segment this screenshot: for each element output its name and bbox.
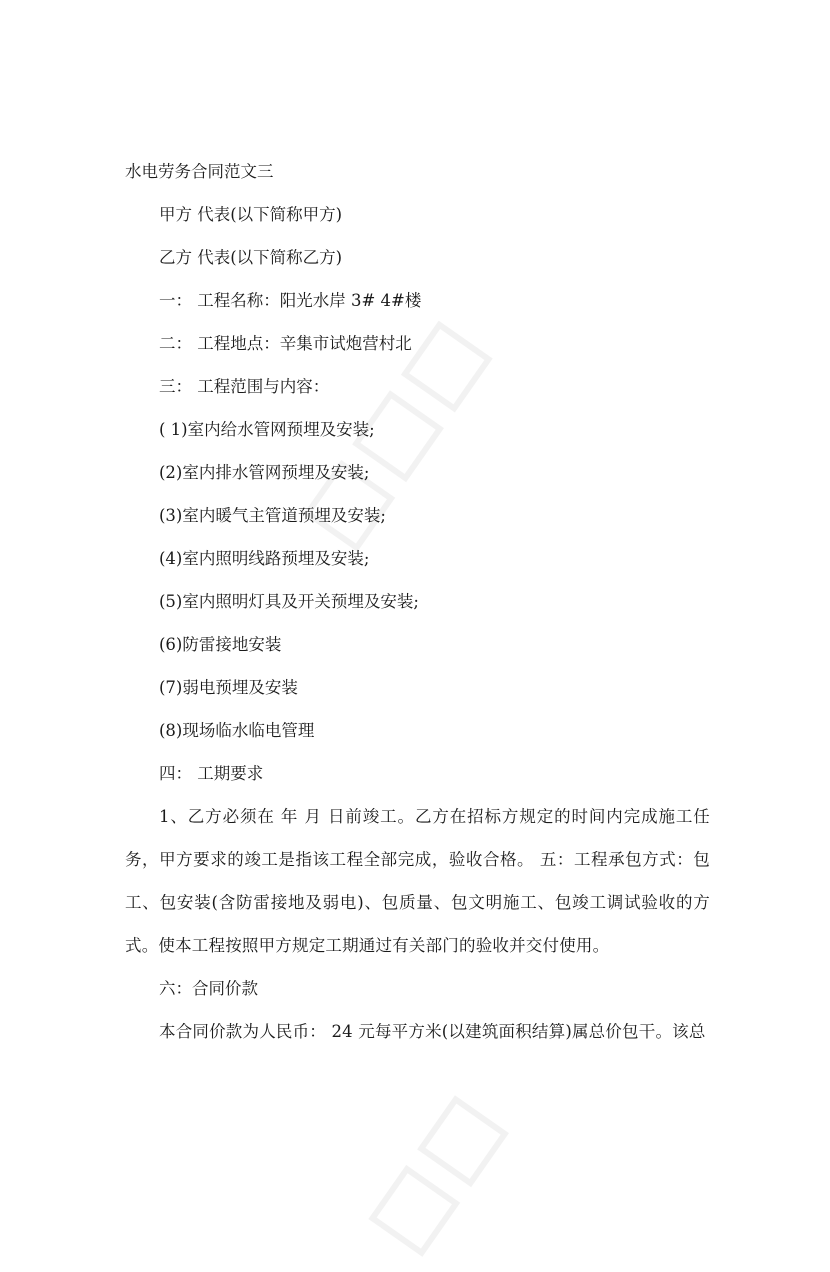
scope-item-2: (2)室内排水管网预埋及安装; (159, 463, 370, 482)
schedule-paragraph: 1、乙方必须在 年 月 日前竣工。乙方在招标方规定的时间内完成施工任务，甲方要求的竣工是指该工程全部完成，验收合格。 五：工程承包方式：包工、包安装(含防雷接地及弱电)、包质量、包文明施工、包竣工调试验收的方式。使本工程按照甲方规定工期通过有关部门的验收并交付使用。 (125, 807, 710, 955)
party-a-line: 甲方 代表(以下简称甲方) (159, 205, 343, 224)
scope-item-7: (7)弱电预埋及安装 (159, 678, 298, 697)
schedule-heading: 四： 工期要求 (159, 764, 264, 783)
document-title: 水电劳务合同范文三 (125, 162, 274, 181)
price-heading: 六：合同价款 (159, 979, 258, 998)
project-location-line: 二： 工程地点：辛集市试炮营村北 (159, 334, 412, 353)
scope-item-8: (8)现场临水临电管理 (159, 721, 315, 740)
scope-item-3: (3)室内暖气主管道预埋及安装; (159, 506, 386, 525)
price-paragraph: 本合同价款为人民币： 24 元每平方米(以建筑面积结算)属总价包干。该总 (159, 1022, 706, 1041)
scope-heading: 三： 工程范围与内容： (159, 377, 330, 396)
scope-item-4: (4)室内照明线路预埋及安装; (159, 549, 370, 568)
project-name-line: 一： 工程名称：阳光水岸 3# 4#楼 (159, 291, 422, 310)
scope-item-6: (6)防雷接地安装 (159, 635, 282, 654)
scope-item-5: (5)室内照明灯具及开关预埋及安装; (159, 592, 419, 611)
party-b-line: 乙方 代表(以下简称乙方) (159, 248, 343, 267)
scope-item-1: ( 1)室内给水管网预埋及安装; (159, 420, 375, 439)
document-body (125, 150, 710, 1053)
